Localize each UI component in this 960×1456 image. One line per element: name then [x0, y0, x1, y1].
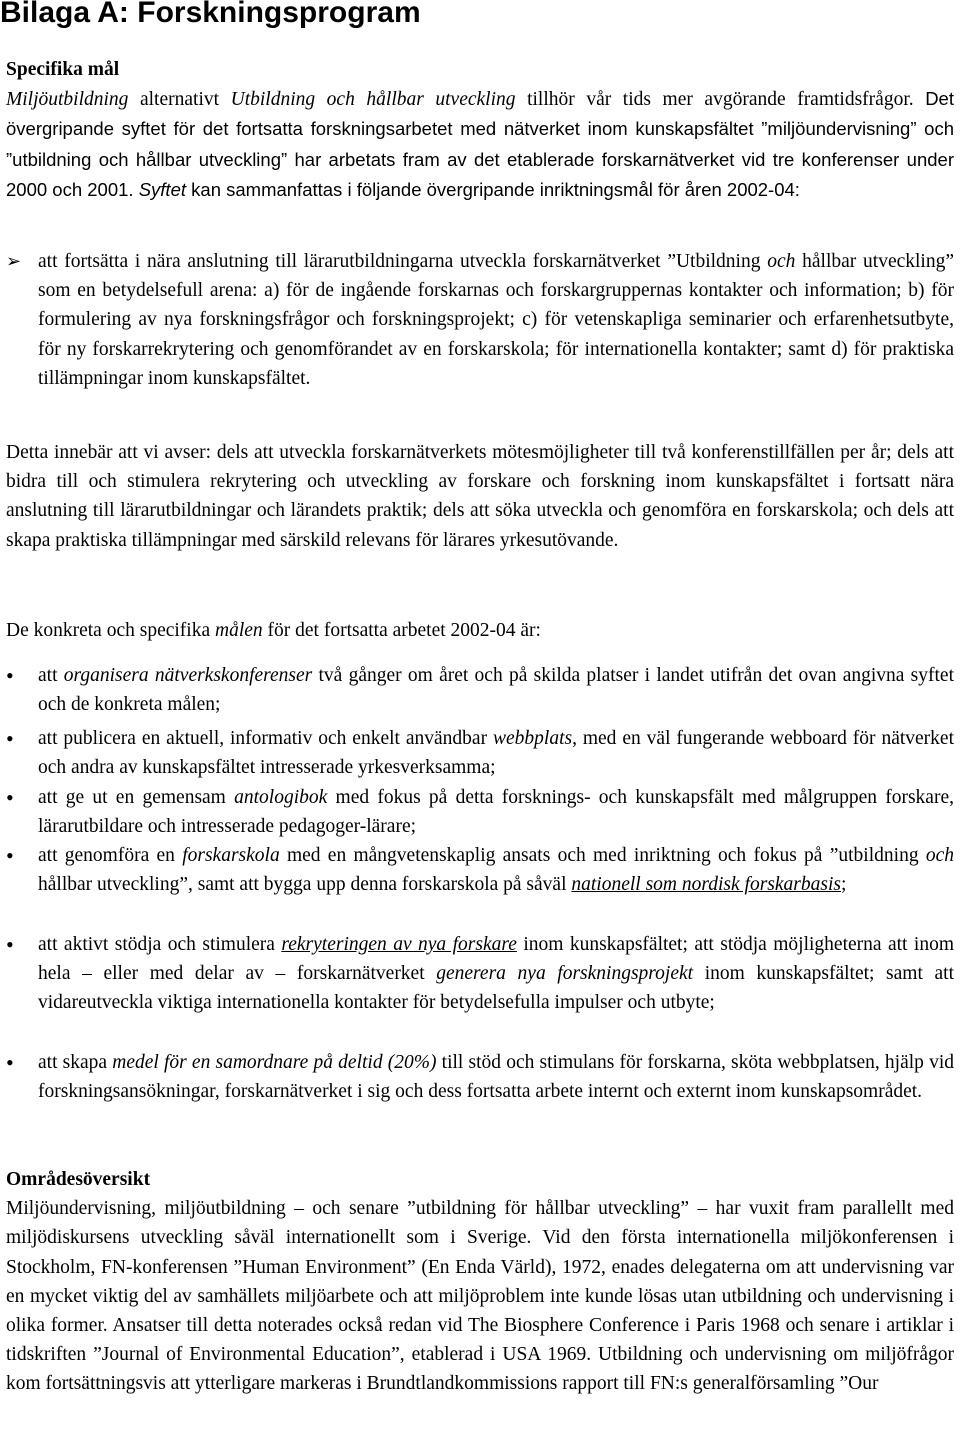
bullet-2-text-1: att publicera en aktuell, informativ och enkelt användbar — [38, 728, 493, 749]
list-item — [6, 724, 954, 782]
specific-goals-intro — [6, 616, 954, 645]
bullet-icon: • — [6, 785, 14, 810]
arrow-bullet-icon: ➢ — [6, 251, 22, 272]
bullet-icon: • — [6, 843, 14, 868]
arrow-list-item — [6, 247, 954, 393]
goals-heading: Specifika mål — [6, 59, 120, 80]
list-item-text — [38, 724, 954, 782]
bullet-2-text-2: , med en väl fungerande webboard för nätverket och andra av kunskapsfältet intresserade yrkesverksamma; — [38, 728, 954, 779]
bullet-5-underlined: rekryteringen av nya forskare — [281, 934, 517, 955]
bullet-1-text-1: att — [38, 665, 64, 686]
bullet-5-text-2: inom kunskapsfältet; att stödja möjligheterna att inom hela – eller med delar av – forskarnätverket — [38, 934, 954, 985]
page-title: Bilaga A: Forskningsprogram — [0, 0, 421, 29]
bullet-icon: • — [6, 726, 14, 751]
goals-section — [6, 55, 954, 205]
list-item — [6, 1048, 954, 1106]
list-item-text — [38, 1048, 954, 1106]
goals-text-3: Det övergripande syftet för det fortsatta forskningsarbetet med nätverket inom kunskapsfältet ”miljöundervisning” och ”utbildning och hållbar utveckling” har arbetats fram av det etablerade forskarnätverket vid tre konferenser under 2000 och 2001. — [6, 88, 954, 200]
bullet-icon: • — [6, 663, 14, 688]
overview-heading: Områdesöversikt — [6, 1169, 151, 1190]
arrow-text-1: att fortsätta i nära anslutning till lärarutbildningarna utveckla forskarnätverket ”Utbildning — [38, 251, 768, 272]
meaning-paragraph: Detta innebär att vi avser: dels att utveckla forskarnätverkets mötesmöjligheter till två konferenstillfällen per år; dels att bidra till och stimulera rekrytering och utveckling av forskare och forskning inom kunskapsfältet i fortsatt nära anslutning till lärarutbildningar och lärandets praktik; dels att söka utveckla och genomföra en forskarskola; och dels att skapa praktiska tillämpningar med särskild relevans för lärares yrkesutövande. — [6, 442, 954, 551]
bullet-4-underlined: nationell som nordisk forskarbasis — [571, 874, 841, 896]
goals-text-2: tillhör vår tids mer avgörande framtidsfrågor. — [515, 89, 926, 111]
goals-paragraph — [6, 84, 954, 205]
list-item — [6, 930, 954, 1018]
bullet-2-term: webbplats — [492, 728, 573, 749]
goals-text-4: kan sammanfattas i följande övergripande inriktningsmål för åren 2002-04: — [186, 178, 800, 200]
list-item-text — [38, 661, 954, 719]
bullet-4-text-4: ; — [840, 874, 847, 896]
bullet-6-text-1: att skapa — [38, 1052, 113, 1073]
arrow-term-och: och — [767, 251, 796, 272]
overview-paragraph: Miljöundervisning, miljöutbildning – och senare ”utbildning för hållbar utveckling” – har vuxit fram parallellt med miljödiskursens utveckling såväl internationellt som i Sverige. Vid den första internationella miljökonferensen i Stockholm, FN-konferensen ”Human Environment” (En Enda Värld), 1972, enades delegaterna om att undervisning var en mycket viktig del av samhällets miljöarbete och att miljöproblem inte kunde lösas utan utbildning och undervisning i olika former. Ansatser till detta noterades också redan vid The Biosphere Conference i Paris 1968 och senare i artiklar i tidskriften ”Journal of Environmental Education”, etablerad i USA 1969. Utbildning och undervisning om miljöfrågor kom fortsättningsvis att ytterligare markeras i Brundtlandkommissions rapport till FN:s generalförsamling ”Our — [6, 1198, 954, 1395]
overview-section — [6, 1165, 954, 1399]
list-item — [6, 783, 954, 841]
bullet-4-term-2: och — [925, 845, 954, 866]
bullet-3-term: antologibok — [234, 787, 328, 808]
bullet-6-term: medel för en samordnare på deltid (20%) — [112, 1052, 437, 1073]
arrow-item-text — [38, 247, 954, 393]
list-item — [6, 841, 954, 899]
goals-term-2: Utbildning och hållbar utveckling — [230, 89, 516, 111]
bullet-4-term-1: forskarskola — [182, 845, 280, 866]
bullet-icon: • — [6, 1050, 14, 1075]
goals-term-syftet: Syftet — [138, 178, 187, 200]
arrow-text-2: hållbar utveckling” som en betydelsefull arena: a) för de ingående forskarnas och forskargruppernas kontakter och information; b) för formulering av nya forskningsfrågor och forskningsprojekt; c) för vetenskapliga seminarier och erfarenhetsutbyte, för ny forskarrekrytering och genomförandet av en forskarskola; för internationella kontakter; samt d) för praktiska tillämpningar inom kunskapsfältet. — [38, 251, 955, 389]
bullet-3-text-1: att ge ut en gemensam — [38, 787, 235, 808]
goals-text-1: alternativt — [128, 89, 231, 111]
goals-term-1: Miljöutbildning — [6, 89, 129, 111]
bullet-5-text-1: att aktivt stödja och stimulera — [38, 934, 282, 955]
bullet-4-text-3: hållbar utveckling”, samt att bygga upp denna forskarskola på såväl — [38, 874, 572, 896]
specific-text-1: De konkreta och specifika — [6, 620, 215, 641]
bullet-icon: • — [6, 932, 14, 957]
list-item-text — [38, 930, 954, 1018]
bullet-3-text-2: med fokus på detta forsknings- och kunskapsfält med målgruppen forskare, lärarutbildare och intresserade pedagoger-lärare; — [38, 787, 954, 838]
bullet-1-term: organisera nätverkskonferenser — [63, 665, 313, 686]
bullet-5-term: generera nya forskningsprojekt — [436, 963, 694, 985]
list-item-text — [38, 783, 954, 841]
bullet-4-text-1: att genomföra en — [38, 845, 183, 866]
bullet-5-text-3: inom kunskapsfältet; samt att vidareutveckla viktiga internationella kontakter för betydelsefulla impulser och utbyte; — [38, 963, 954, 1014]
list-item — [6, 661, 954, 719]
bullet-1-text-2: två gånger om året och på skilda platser i landet utifrån det ovan angivna syftet och de konkreta målen; — [38, 665, 954, 716]
specific-term: målen — [215, 620, 263, 641]
specific-text-2: för det fortsatta arbetet 2002-04 är: — [262, 620, 541, 641]
list-item-text — [38, 841, 954, 899]
bullet-4-text-2: med en mångvetenskaplig ansats och med inriktning och fokus på ”utbildning — [279, 845, 926, 866]
bullet-6-text-2: till stöd och stimulans för forskarna, sköta webbplatsen, hjälp vid forskningsansökningar, forskarnätverket i sig och dess fortsatta arbete internt och externt inom kunskapsområdet. — [38, 1052, 954, 1103]
